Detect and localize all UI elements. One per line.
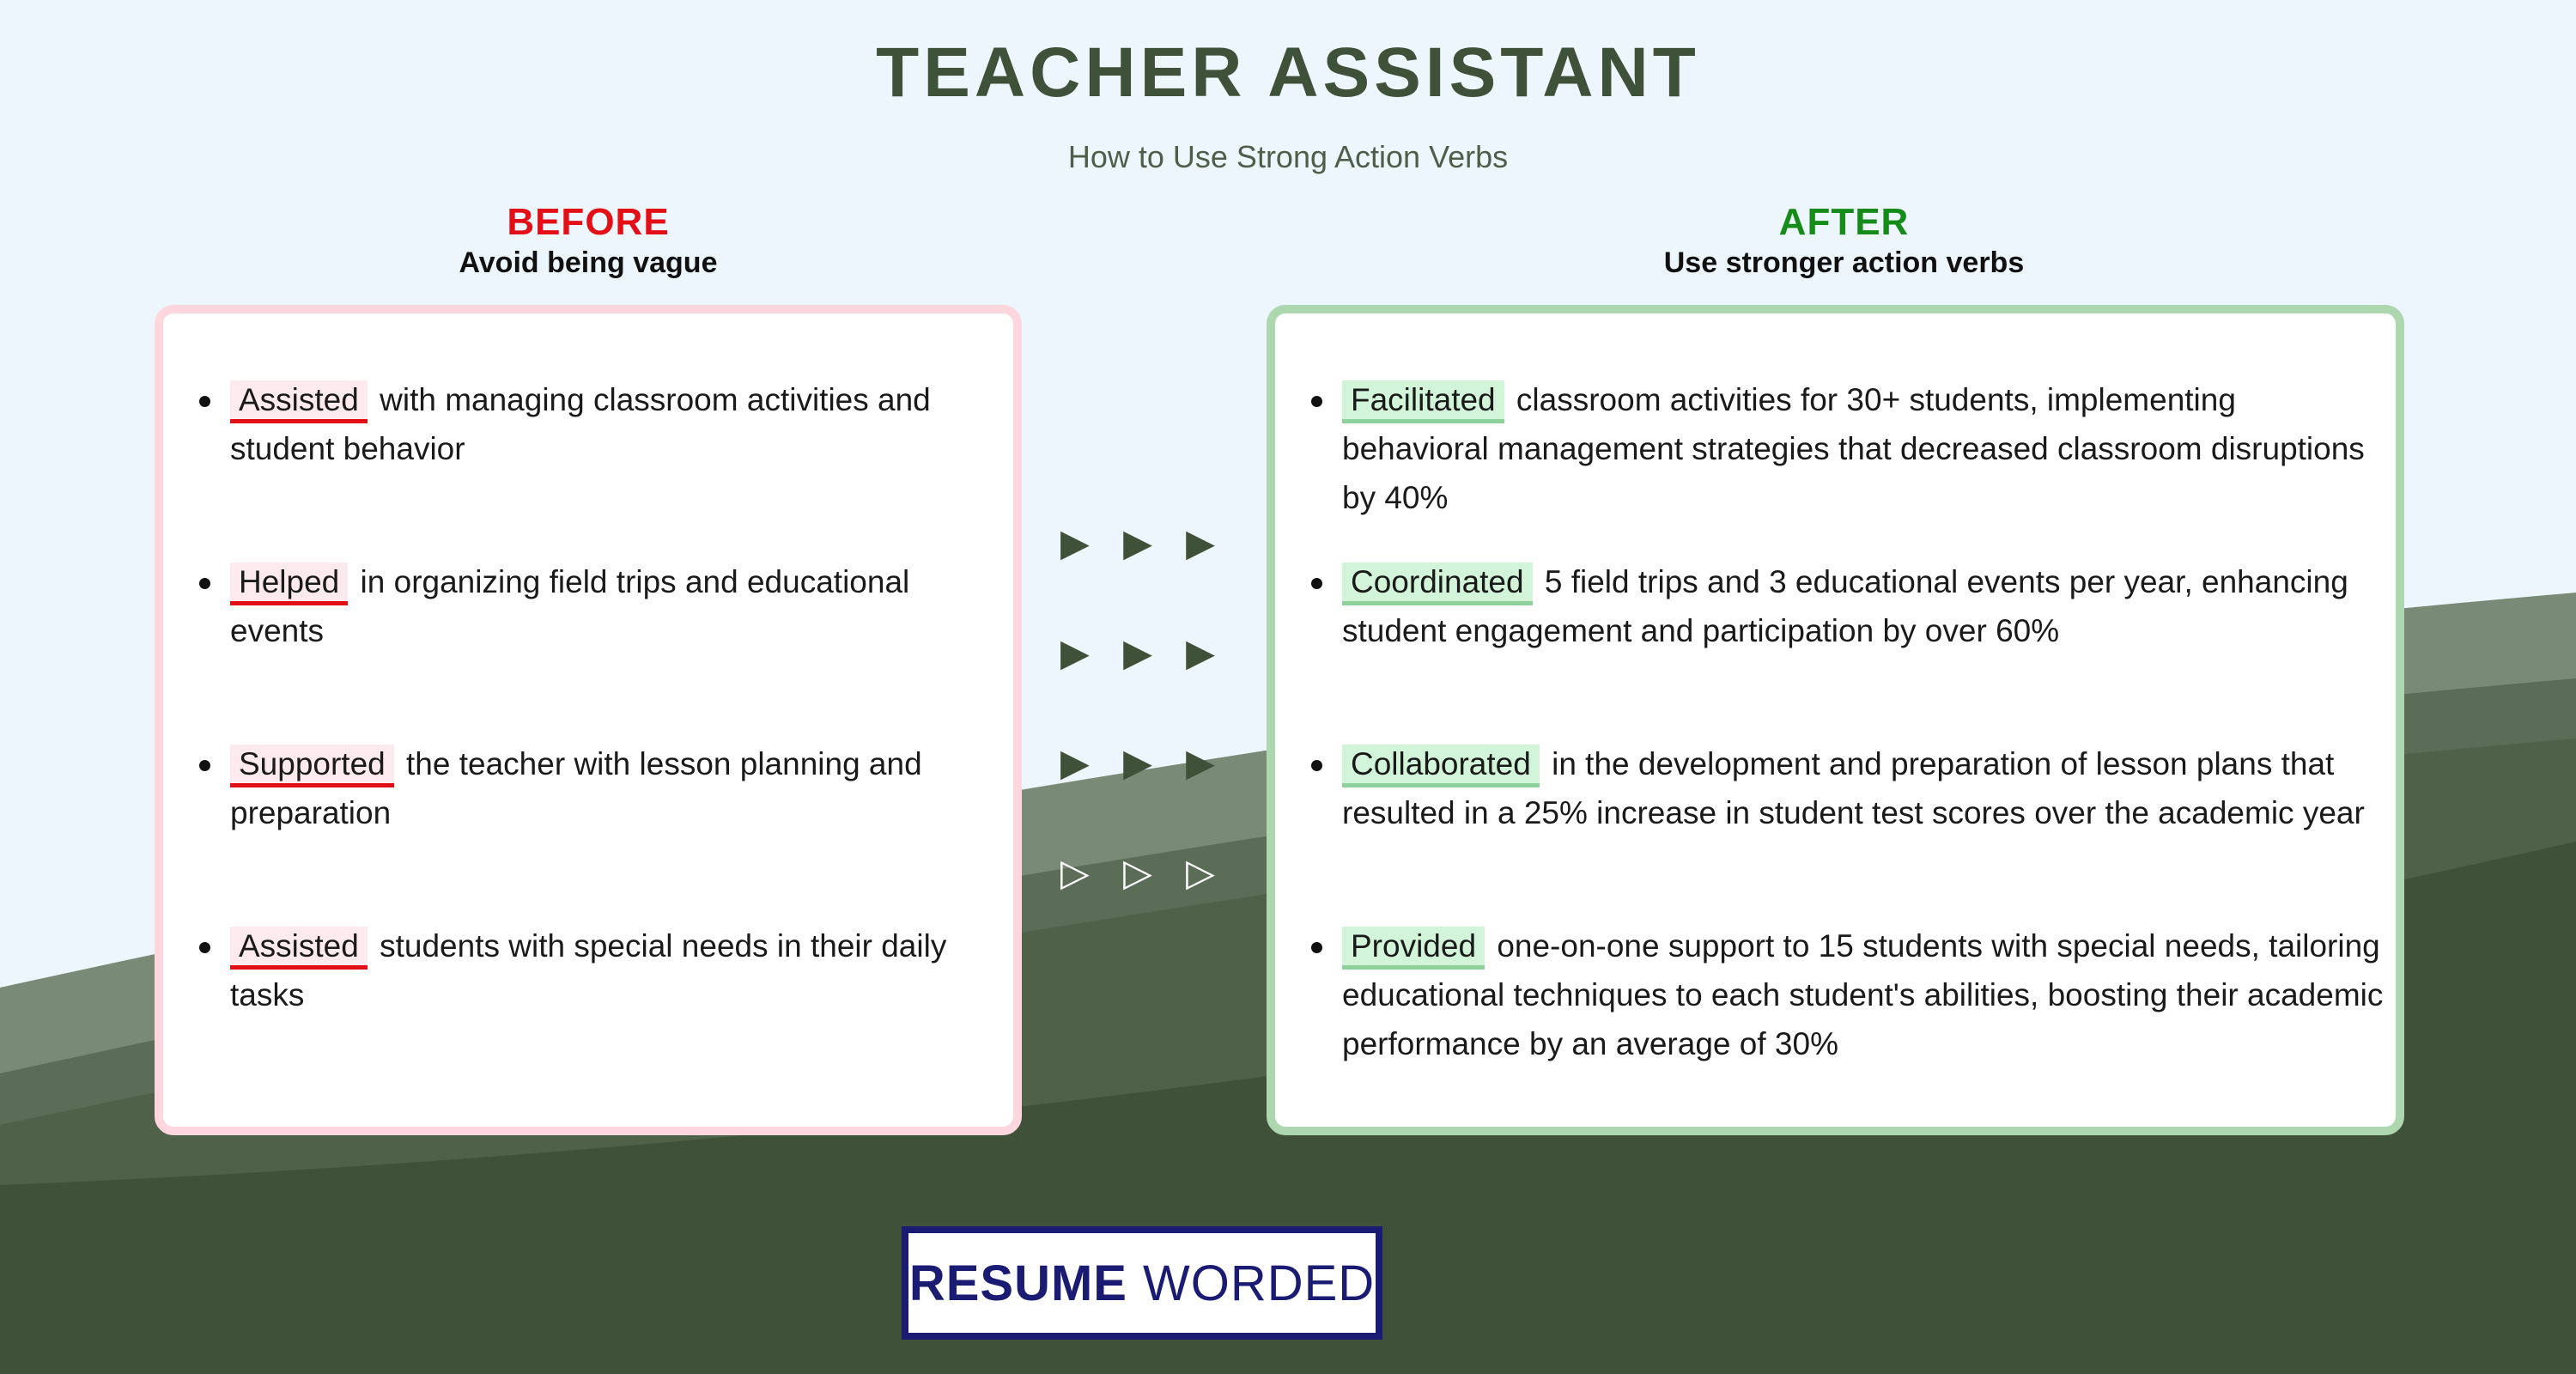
before-verb: Helped xyxy=(230,562,348,605)
before-header xyxy=(159,201,1018,282)
after-item-text: in the development and preparation of lesson plans that resulted in a 25% increase in student test scores over the academic year xyxy=(1342,746,2365,830)
after-item-text: classroom activities for 30+ students, implementing behavioral management strategies that decreased classroom disruptions by 40% xyxy=(1342,382,2365,515)
arrow-row xyxy=(1060,851,1215,895)
arrow-outline-icon: ▷ xyxy=(1060,852,1090,894)
before-item xyxy=(199,739,994,837)
after-label: AFTER xyxy=(1778,201,1910,243)
page-subtitle: How to Use Strong Action Verbs xyxy=(1067,139,1509,174)
arrow-outline-icon: ▷ xyxy=(1186,852,1215,894)
arrow-icon: ▶ xyxy=(1123,742,1152,784)
after-verb: Provided xyxy=(1342,927,1485,970)
after-item xyxy=(1311,557,2390,655)
before-label: BEFORE xyxy=(507,201,670,243)
before-item xyxy=(199,921,994,1019)
arrow-icon: ▶ xyxy=(1186,522,1215,564)
after-verb: Collaborated xyxy=(1342,745,1540,787)
after-item xyxy=(1311,921,2390,1068)
after-verb: Facilitated xyxy=(1342,380,1504,423)
before-item-text: students with special needs in their daily tasks xyxy=(230,928,947,1012)
arrow-icon: ▶ xyxy=(1186,742,1215,784)
after-sublabel: Use stronger action verbs xyxy=(1663,246,2025,279)
before-item-text: with managing classroom activities and student behavior xyxy=(230,382,931,466)
before-sublabel: Avoid being vague xyxy=(459,246,718,279)
arrow-row xyxy=(1060,741,1215,785)
before-item-text: in organizing field trips and educational events xyxy=(230,564,910,648)
logo-light-text: WORDED xyxy=(1142,1255,1376,1311)
after-item-text: one-on-one support to 15 students with special needs, tailoring educational techniques to each student's abilities, boosting their academic performance by an average of 30% xyxy=(1342,928,2384,1061)
arrow-icon: ▶ xyxy=(1123,522,1152,564)
after-item xyxy=(1311,375,2390,522)
arrow-icon: ▶ xyxy=(1060,522,1090,564)
before-item xyxy=(199,375,994,473)
resume-worded-logo[interactable] xyxy=(902,1226,1382,1340)
after-item-text: 5 field trips and 3 educational events per year, enhancing student engagement and participation by over 60% xyxy=(1342,564,2348,648)
page-title: TEACHER ASSISTANT xyxy=(876,33,1700,112)
arrow-icon: ▶ xyxy=(1123,632,1152,674)
after-item xyxy=(1311,739,2390,837)
arrow-row xyxy=(1060,631,1215,675)
before-item-text: the teacher with lesson planning and preparation xyxy=(230,746,922,830)
after-verb: Coordinated xyxy=(1342,562,1533,605)
before-verb: Assisted xyxy=(230,380,368,423)
after-header xyxy=(1267,201,2421,282)
before-card xyxy=(155,305,1022,1135)
arrow-outline-icon: ▷ xyxy=(1123,852,1152,894)
after-card xyxy=(1267,305,2404,1135)
arrow-icon: ▶ xyxy=(1060,632,1090,674)
before-item xyxy=(199,557,994,655)
arrow-icon: ▶ xyxy=(1186,632,1215,674)
before-verb: Assisted xyxy=(230,927,368,970)
arrow-icon: ▶ xyxy=(1060,742,1090,784)
arrow-row xyxy=(1060,521,1215,565)
logo-strong-text: RESUME xyxy=(908,1255,1127,1311)
before-verb: Supported xyxy=(230,745,394,787)
